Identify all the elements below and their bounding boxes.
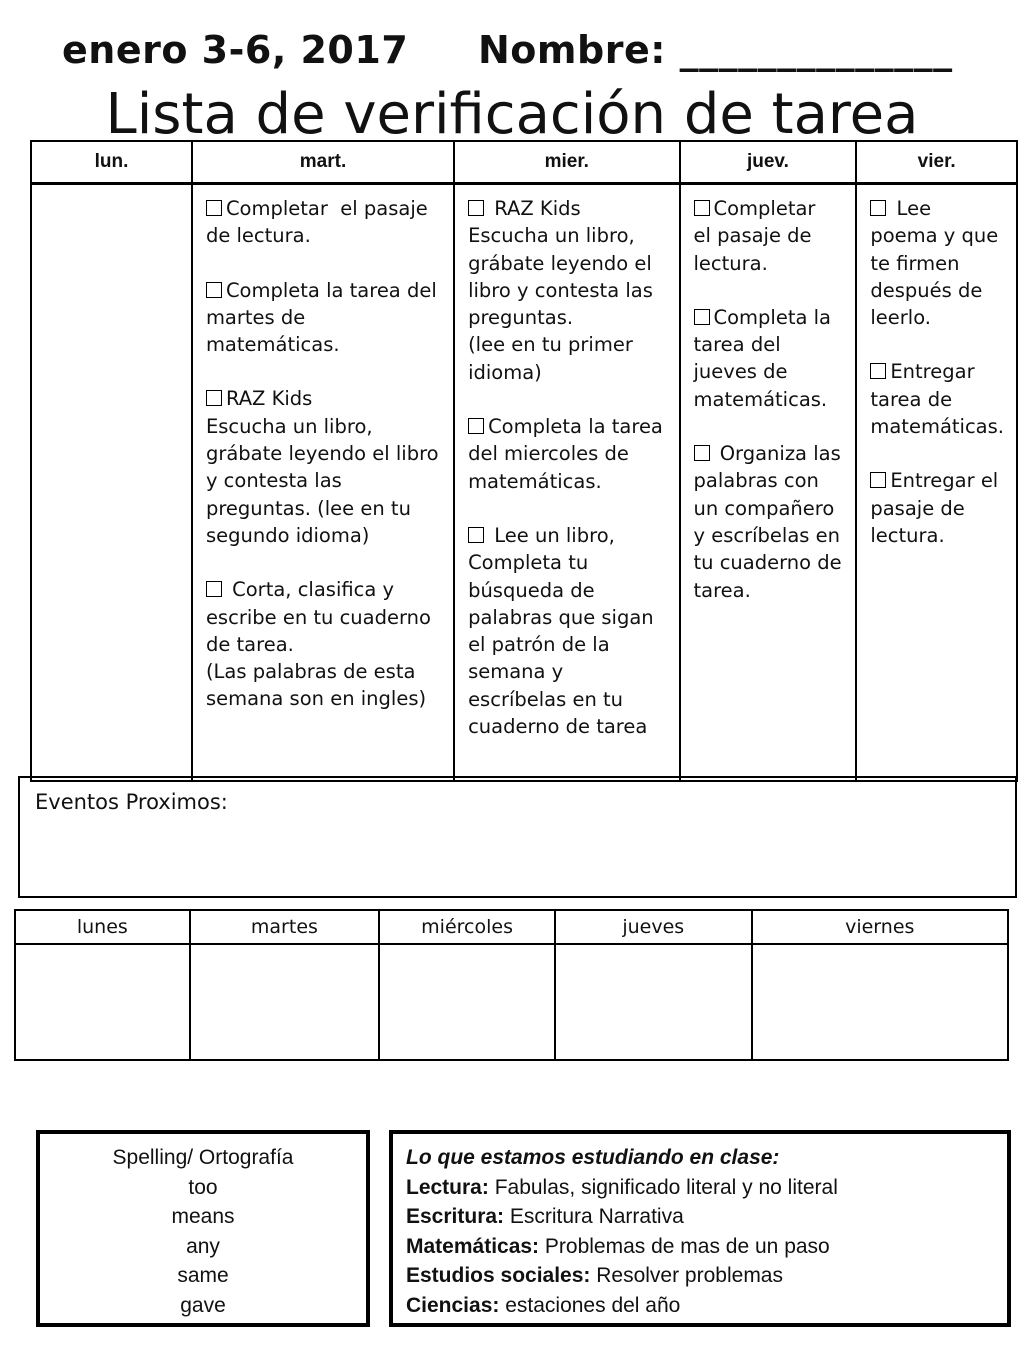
tasks-cell-juev: [680, 184, 857, 782]
task-item: [206, 277, 441, 359]
checkbox-icon[interactable]: [468, 418, 484, 434]
study-subject: Escritura:: [406, 1205, 505, 1228]
week-cell-viernes: [752, 944, 1008, 1060]
checklist-header-row: [31, 141, 1017, 184]
task-item: [206, 195, 441, 250]
day-header-juev: juev.: [680, 141, 857, 184]
tasks-cell-mart: [192, 184, 454, 782]
task-text: RAZ Kids Escucha un libro, grábate leyendo el libro y contesta las preguntas. (lee en tu segundo idioma): [205, 387, 439, 547]
task-item: [694, 195, 844, 277]
spelling-box: [36, 1130, 370, 1327]
homework-checklist-table: [30, 140, 1018, 782]
task-text: Entregar tarea de matemáticas.: [870, 360, 1004, 439]
task-item: [468, 522, 666, 740]
upcoming-events-label: Eventos Proximos:: [35, 790, 228, 814]
task-item: [870, 195, 1004, 331]
checkbox-icon[interactable]: [870, 472, 886, 488]
studies-heading: Lo que estamos estudiando en clase:: [406, 1146, 780, 1169]
task-item: [870, 467, 1004, 549]
task-text: Completar el pasaje de lectura.: [693, 197, 816, 275]
checkbox-icon[interactable]: [694, 445, 710, 461]
day-header-mart: mart.: [192, 141, 454, 184]
week-cell-jueves: [555, 944, 752, 1060]
study-topic: Problemas de mas de un paso: [539, 1234, 830, 1258]
spelling-word: means: [171, 1205, 235, 1228]
weekly-blank-row: [15, 944, 1008, 1060]
task-item: [693, 440, 848, 604]
checkbox-icon[interactable]: [206, 282, 222, 298]
day-header-mier: mier.: [454, 141, 679, 184]
task-item: [206, 385, 441, 549]
task-item: [468, 413, 670, 495]
checkbox-icon[interactable]: [206, 390, 222, 406]
study-subject: Lectura:: [406, 1175, 489, 1199]
task-text: Lee poema y que te firmen después de leerlo.: [870, 197, 1005, 330]
weekly-header-row: [15, 910, 1008, 944]
page-title: Lista de verificación de tarea: [105, 82, 919, 147]
week-day-viernes: viernes: [752, 910, 1008, 944]
checkbox-icon[interactable]: [694, 200, 710, 216]
week-cell-miercoles: [379, 944, 555, 1060]
task-text: Lee un libro, Completa tu búsqueda de palabras que sigan el patrón de la semana y escríbelas en tu cuaderno de tarea: [468, 523, 660, 739]
week-day-lunes: lunes: [15, 910, 190, 944]
task-text: RAZ Kids Escucha un libro, grábate leyendo el libro y contesta las preguntas. (lee en tu primer idioma): [468, 197, 653, 384]
task-text: Completa la tarea del martes de matemáticas.: [205, 278, 443, 357]
task-text: Entregar el pasaje de lectura.: [870, 469, 1005, 547]
task-item: [468, 195, 666, 386]
week-day-martes: martes: [190, 910, 380, 944]
study-item: [406, 1291, 1007, 1321]
spelling-word: gave: [180, 1293, 226, 1317]
task-text: Completar el pasaje de lectura.: [205, 197, 434, 248]
checkbox-icon[interactable]: [206, 200, 222, 216]
checklist-tasks-row: [31, 184, 1017, 782]
study-item: [406, 1261, 1007, 1291]
task-text: Organiza las palabras con un compañero y escríbelas en tu cuaderno de tarea.: [693, 442, 848, 602]
tasks-cell-vier: [856, 184, 1017, 782]
spelling-word: same: [177, 1264, 229, 1287]
study-topic: Escritura Narrativa: [504, 1205, 684, 1228]
tasks-cell-lun: [31, 184, 192, 782]
task-item: [206, 576, 441, 712]
checkbox-icon[interactable]: [870, 200, 886, 216]
day-header-lun: lun.: [31, 141, 192, 184]
task-text: Corta, clasifica y escribe en tu cuaderno de tarea. (Las palabras de esta semana son en ingles): [205, 578, 431, 711]
study-subject: Estudios sociales:: [406, 1264, 591, 1287]
task-text: Completa la tarea del miercoles de matemáticas.: [468, 415, 670, 493]
study-subject: Matemáticas:: [406, 1234, 540, 1258]
study-topic: estaciones del año: [499, 1293, 681, 1317]
study-item: [406, 1173, 1007, 1203]
study-subject: Ciencias:: [406, 1293, 500, 1317]
weekly-events-table: [14, 909, 1009, 1061]
week-day-miercoles: miércoles: [379, 910, 555, 944]
task-text: Completa la tarea del jueves de matemáticas.: [693, 305, 838, 411]
day-header-vier: vier.: [856, 141, 1017, 184]
study-item: [406, 1202, 1007, 1232]
checkbox-icon[interactable]: [468, 200, 484, 216]
tasks-cell-mier: [454, 184, 679, 782]
week-cell-lunes: [15, 944, 190, 1060]
spelling-title: Spelling/ Ortografía: [112, 1146, 294, 1169]
week-day-jueves: jueves: [555, 910, 752, 944]
checkbox-icon[interactable]: [468, 527, 484, 543]
spelling-word: too: [188, 1175, 218, 1199]
task-item: [870, 358, 1004, 440]
checkbox-icon[interactable]: [870, 363, 886, 379]
study-item: [406, 1232, 1007, 1262]
upcoming-events-box: [18, 776, 1017, 898]
date-heading: enero 3-6, 2017: [62, 28, 409, 72]
task-item: [694, 304, 844, 413]
week-cell-martes: [190, 944, 380, 1060]
study-topic: Fabulas, significado literal y no literal: [488, 1175, 838, 1199]
study-topic: Resolver problemas: [590, 1264, 783, 1287]
checkbox-icon[interactable]: [206, 581, 222, 597]
checkbox-icon[interactable]: [694, 309, 710, 325]
spelling-word: any: [186, 1234, 220, 1258]
name-label: Nombre: ______________: [478, 28, 953, 72]
class-studies-box: [389, 1130, 1011, 1327]
